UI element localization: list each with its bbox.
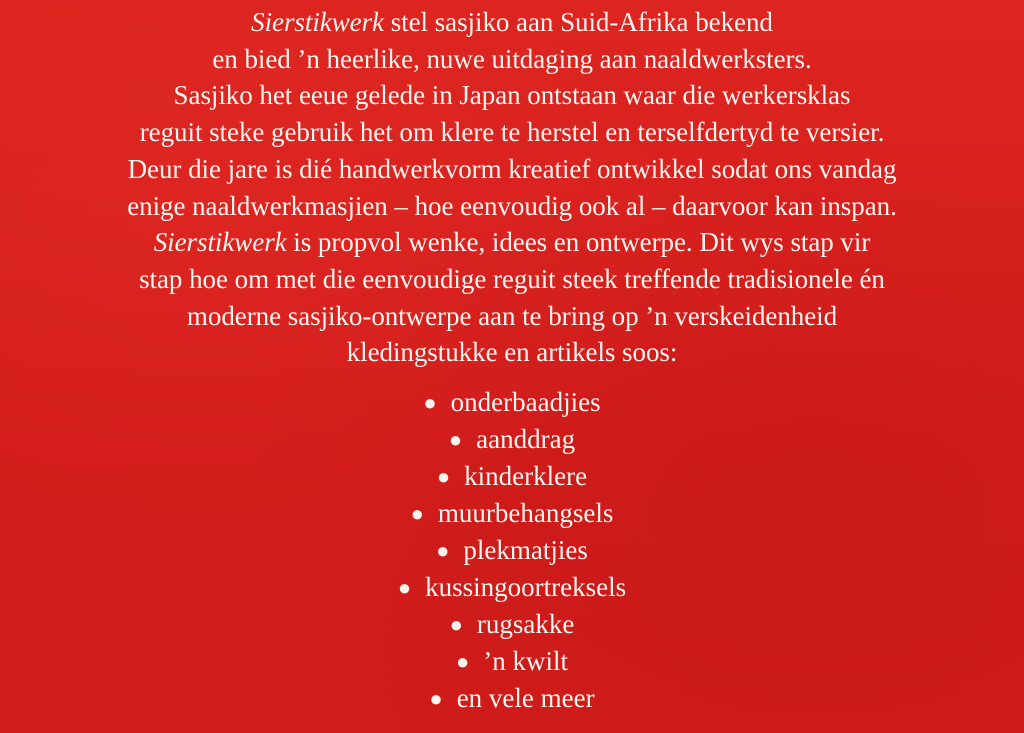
blurb-line-10: kledingstukke en artikels soos: (346, 337, 678, 368)
list-item: ● en vele meer (0, 680, 1024, 717)
bullet-icon: ● (410, 501, 424, 526)
list-item: ● plekmatjies (0, 532, 1024, 569)
bullet-icon: ● (448, 427, 463, 452)
list-item: ● aanddrag (0, 421, 1024, 458)
book-title: Sierstikwerk (251, 7, 384, 37)
list-item: ● onderbaadjies (0, 384, 1024, 421)
list-item: ● ’n kwilt (0, 643, 1024, 680)
list-item: ● kussingoortreksels (0, 569, 1024, 606)
blurb-line-9: moderne sasjiko-ontwerpe aan te bring op ’n verskeidenheid (186, 300, 838, 331)
bullet-icon: ● (423, 390, 437, 415)
bullet-icon: ● (455, 649, 470, 674)
blurb-line-5: Deur die jare is dié handwerkvorm kreatief ontwikkel sodat ons vandag (127, 153, 897, 184)
bullet-icon: ● (397, 575, 412, 600)
blurb-text (0, 4, 1024, 371)
blurb-line-1: Sierstikwerk stel sasjiko aan Suid-Afrika bekend (251, 7, 773, 37)
blurb-line-6: enige naaldwerkmasjien – hoe eenvoudig ook al – daarvoor kan inspan. (127, 190, 897, 221)
list-item: ● rugsakke (0, 606, 1024, 643)
bullet-icon: ● (436, 538, 450, 563)
blurb-line-7: Sierstikwerk is propvol wenke, idees en ontwerpe. Dit wys stap vir (153, 227, 871, 258)
items-list (0, 384, 1024, 717)
blurb-line-3: Sasjiko het eeue gelede in Japan ontstaan waar die werkersklas (173, 80, 851, 111)
list-item: ● kinderklere (0, 458, 1024, 495)
blurb-line-4: reguit steke gebruik het om klere te herstel en terselfdertyd te versier. (139, 117, 885, 148)
bullet-icon: ● (449, 612, 463, 637)
bullet-icon: ● (429, 686, 443, 711)
blurb-line-8: stap hoe om met die eenvoudige reguit steek treffende tradisionele én (139, 263, 885, 294)
bullet-icon: ● (436, 464, 451, 489)
blurb-line-2: en bied ’n heerlike, nuwe uitdaging aan naaldwerksters. (212, 43, 812, 74)
list-item: ● muurbehangsels (0, 495, 1024, 532)
book-title: Sierstikwerk (153, 227, 287, 258)
